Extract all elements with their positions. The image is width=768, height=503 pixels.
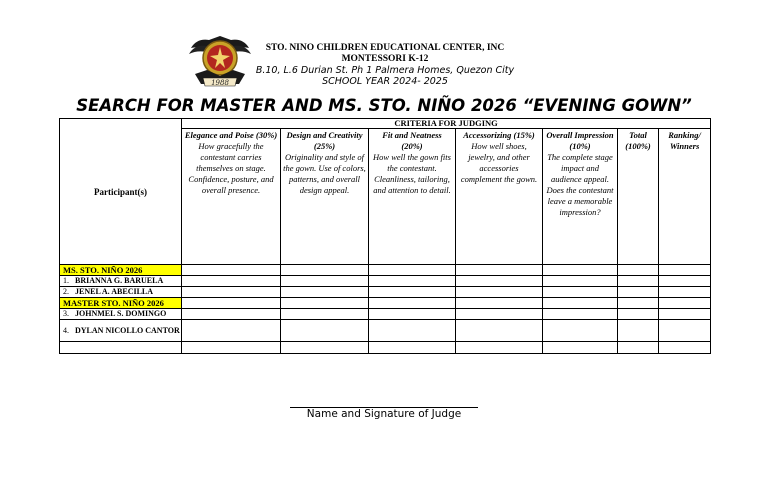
score-cell[interactable] — [456, 265, 543, 276]
criterion-title: Accessorizing (15%) — [463, 130, 535, 140]
logo-year: 1988 — [211, 79, 229, 87]
criterion-ranking — [659, 129, 711, 265]
total-cell[interactable] — [618, 276, 659, 287]
criterion-title: Ranking/ Winners — [668, 130, 701, 151]
ranking-cell[interactable] — [659, 287, 711, 298]
score-cell[interactable] — [456, 276, 543, 287]
participant-number: 2. — [63, 287, 69, 296]
criterion-title: Design and Creativity (25%) — [286, 130, 363, 151]
category-label: MS. STO. NIÑO 2026 — [60, 265, 182, 276]
ranking-cell[interactable] — [659, 265, 711, 276]
page-title: SEARCH FOR MASTER AND MS. STO. NIÑO 2026 “EVENING GOWN” — [76, 96, 692, 115]
score-cell[interactable] — [543, 265, 618, 276]
ranking-cell[interactable] — [659, 320, 711, 342]
criterion-desc: How gracefully the contestant carries themselves on stage. Confidence, posture, and overall presence. — [188, 141, 274, 195]
criterion-total — [618, 129, 659, 265]
score-cell[interactable] — [281, 287, 369, 298]
criterion-title: Elegance and Poise (30%) — [184, 130, 278, 140]
participant-label: BRIANNA G. BARUELA — [75, 276, 164, 285]
score-cell[interactable] — [281, 309, 369, 320]
total-cell[interactable] — [618, 342, 659, 354]
ranking-cell[interactable] — [659, 309, 711, 320]
participant-label: JENEL A. ABECILLA — [75, 287, 154, 296]
score-cell[interactable] — [543, 287, 618, 298]
total-cell[interactable] — [618, 309, 659, 320]
participant-name — [60, 276, 182, 287]
criterion-fit — [369, 129, 456, 265]
criterion-elegance — [182, 129, 281, 265]
total-cell[interactable] — [618, 298, 659, 309]
score-cell[interactable] — [281, 320, 369, 342]
criterion-accessorizing — [456, 129, 543, 265]
participant-name[interactable] — [60, 342, 182, 354]
participant-label: DYLAN NICOLLO CANTOR — [75, 325, 180, 335]
participant-row — [60, 309, 711, 320]
ranking-cell[interactable] — [659, 276, 711, 287]
score-cell[interactable] — [182, 276, 281, 287]
score-cell[interactable] — [281, 265, 369, 276]
score-cell[interactable] — [456, 287, 543, 298]
total-cell[interactable] — [618, 265, 659, 276]
school-program: MONTESSORI K-12 — [341, 54, 429, 64]
school-year: SCHOOL YEAR 2024- 2025 — [322, 76, 448, 87]
empty-row — [60, 342, 711, 354]
score-cell[interactable] — [182, 265, 281, 276]
participant-name — [60, 320, 182, 342]
participant-number: 1. — [63, 276, 69, 285]
score-cell[interactable] — [543, 320, 618, 342]
criterion-impression — [543, 129, 618, 265]
criterion-title: Fit and Neatness (20%) — [382, 130, 442, 151]
criterion-title: Overall Impression (10%) — [546, 130, 614, 151]
score-cell[interactable] — [182, 320, 281, 342]
criterion-title: Total (100%) — [625, 130, 651, 151]
signature-label: Name and Signature of Judge — [306, 408, 462, 420]
ranking-cell[interactable] — [659, 342, 711, 354]
score-cell[interactable] — [456, 342, 543, 354]
ranking-cell[interactable] — [659, 298, 711, 309]
criterion-design — [281, 129, 369, 265]
score-cell[interactable] — [281, 298, 369, 309]
participant-label: JOHNMEL S. DOMINGO — [75, 309, 167, 318]
score-cell[interactable] — [281, 276, 369, 287]
score-cell[interactable] — [369, 276, 456, 287]
score-cell[interactable] — [456, 320, 543, 342]
category-label: MASTER STO. NIÑO 2026 — [60, 298, 182, 309]
criterion-desc: How well the gown fits the contestant. Cleanliness, tailoring, and attention to detail. — [373, 152, 451, 195]
category-row — [60, 298, 711, 309]
participant-row — [60, 287, 711, 298]
participant-name — [60, 287, 182, 298]
score-cell[interactable] — [369, 287, 456, 298]
criterion-desc: The complete stage impact and audience appeal. Does the contestant leave a memorable impression? — [546, 152, 614, 217]
category-row — [60, 265, 711, 276]
total-cell[interactable] — [618, 320, 659, 342]
score-cell[interactable] — [369, 342, 456, 354]
score-cell[interactable] — [182, 309, 281, 320]
school-name: STO. NINO CHILDREN EDUCATIONAL CENTER, INC — [265, 43, 505, 53]
score-cell[interactable] — [456, 298, 543, 309]
score-cell[interactable] — [369, 265, 456, 276]
score-cell[interactable] — [543, 309, 618, 320]
criterion-desc: Originality and style of the gown. Use of colors, patterns, and overall design appeal. — [283, 152, 366, 195]
total-cell[interactable] — [618, 287, 659, 298]
participant-row — [60, 276, 711, 287]
participant-number: 3. — [63, 309, 69, 318]
criteria-header: CRITERIA FOR JUDGING — [182, 119, 711, 129]
participant-row — [60, 320, 711, 342]
score-cell[interactable] — [369, 320, 456, 342]
judging-table — [59, 118, 711, 354]
school-header — [230, 43, 540, 87]
participant-number: 4. — [63, 325, 69, 335]
school-address: B.10, L.6 Durian St. Ph 1 Palmera Homes, Quezon City — [255, 65, 515, 76]
score-cell[interactable] — [281, 342, 369, 354]
criterion-desc: How well shoes, jewelry, and other accessories complement the gown. — [460, 141, 538, 184]
score-cell[interactable] — [456, 309, 543, 320]
score-cell[interactable] — [182, 298, 281, 309]
score-cell[interactable] — [369, 298, 456, 309]
participants-header: Participant(s) — [60, 119, 182, 265]
score-cell[interactable] — [182, 342, 281, 354]
score-cell[interactable] — [543, 298, 618, 309]
score-cell[interactable] — [543, 342, 618, 354]
participant-name — [60, 309, 182, 320]
score-cell[interactable] — [369, 309, 456, 320]
score-cell[interactable] — [182, 287, 281, 298]
score-cell[interactable] — [543, 276, 618, 287]
